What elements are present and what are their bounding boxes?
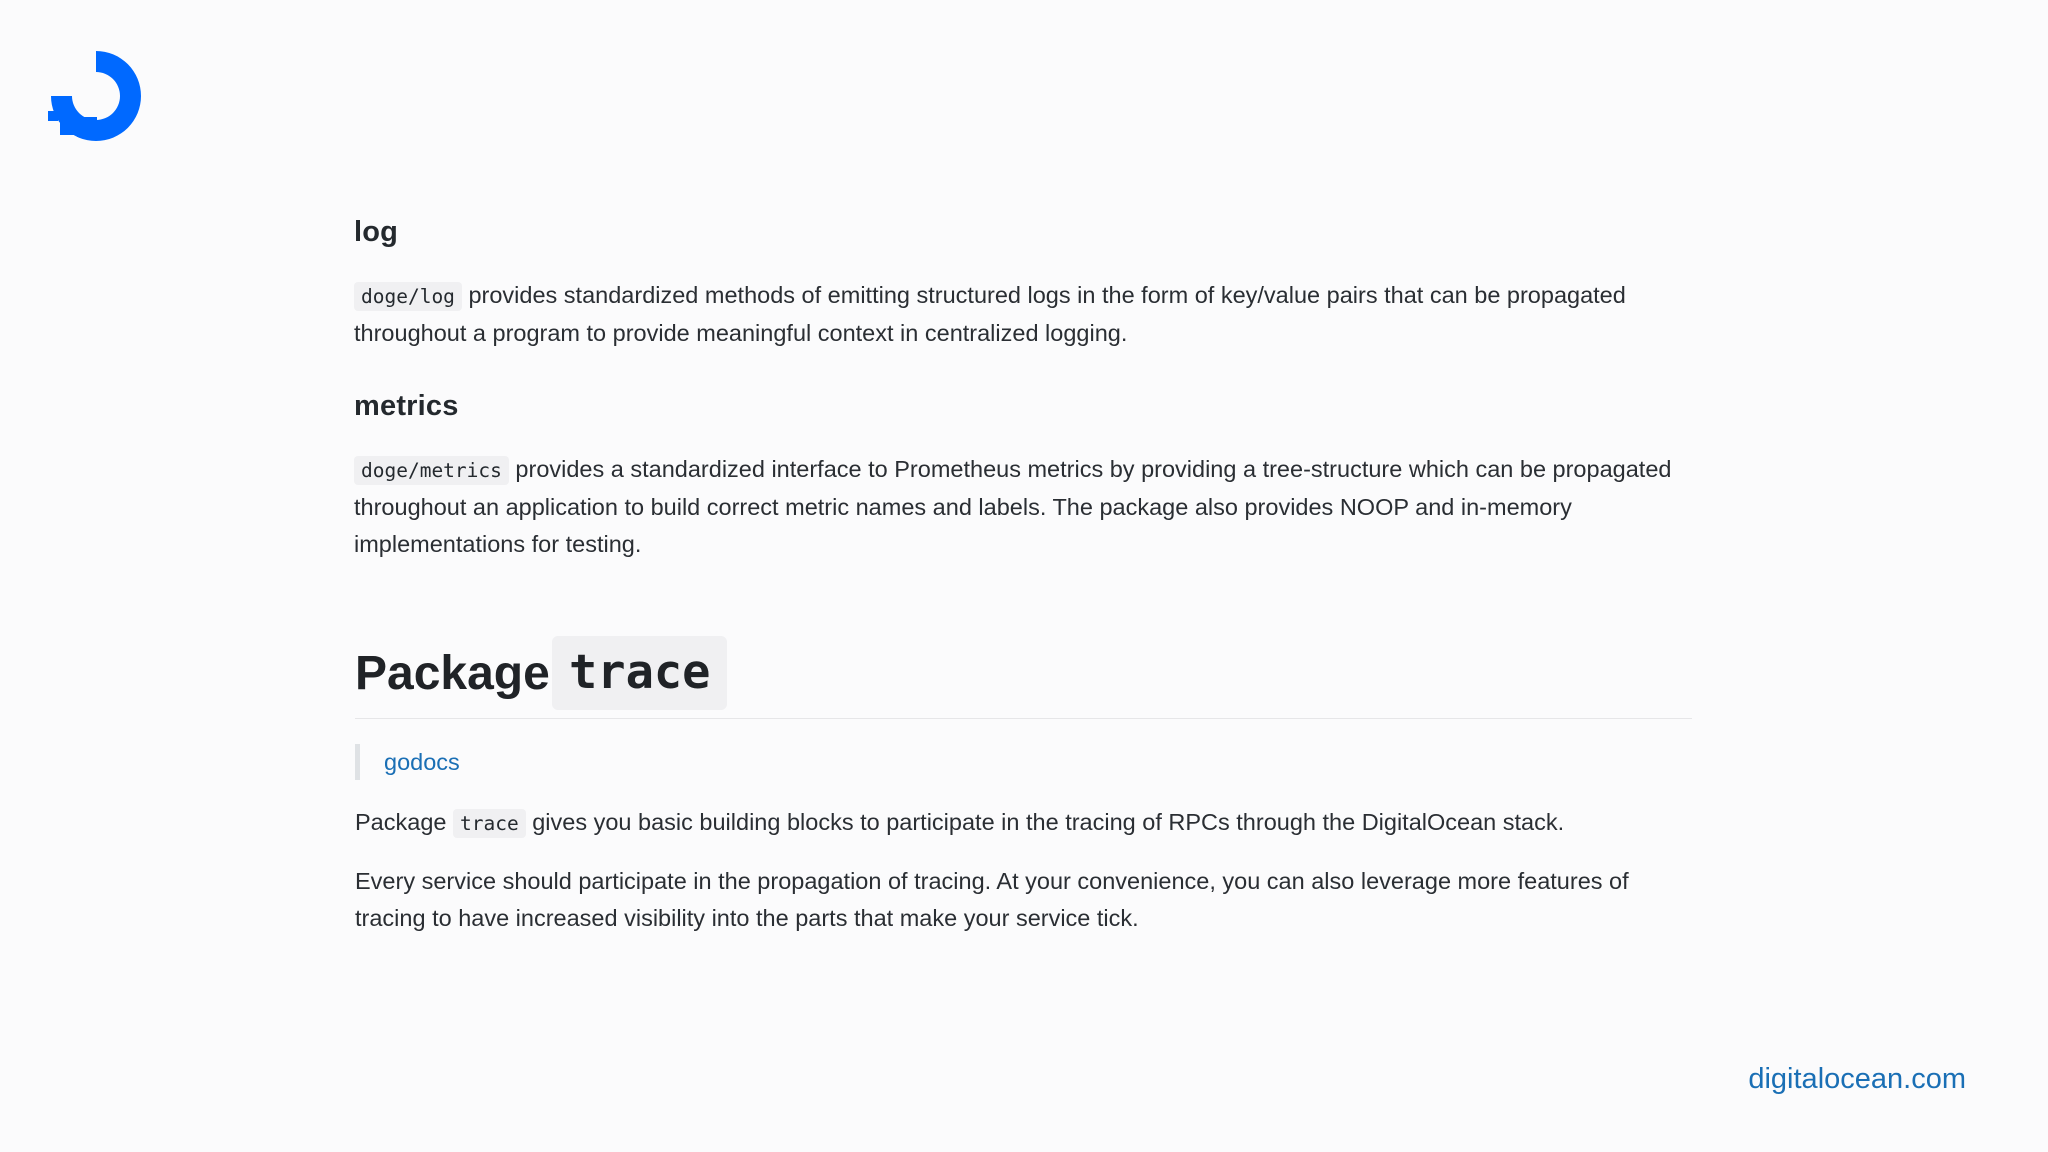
inline-code-doge-log: doge/log	[354, 282, 462, 311]
godocs-link[interactable]: godocs	[384, 749, 460, 775]
digitalocean-site-link[interactable]: digitalocean.com	[1748, 1063, 1966, 1095]
godocs-blockquote	[355, 744, 460, 780]
package-trace-heading	[355, 636, 1692, 719]
trace-service-paragraph: Every service should participate in the propagation of tracing. At your convenience, you can also leverage more features of tracing to have increased visibility into the parts that make your service tick.	[355, 868, 1629, 931]
section-heading-metrics: metrics	[354, 390, 459, 422]
digitalocean-logo-icon[interactable]	[46, 46, 146, 146]
inline-code-doge-metrics: doge/metrics	[354, 456, 509, 485]
trace-intro-paragraph	[355, 804, 1695, 842]
log-description	[354, 277, 1694, 352]
metrics-description-text: provides a standardized interface to Prometheus metrics by providing a tree-structure which can be propagated throughout an application to build correct metric names and labels. The package also provides NOOP and in-memory implementations for testing.	[354, 456, 1672, 557]
inline-code-trace: trace	[453, 809, 526, 838]
section-heading-log: log	[354, 216, 399, 248]
trace-intro-before: Package	[355, 809, 453, 835]
package-heading-code: trace	[552, 636, 727, 710]
package-heading-word: Package	[355, 647, 550, 700]
metrics-description	[354, 451, 1694, 563]
trace-intro-after: gives you basic building blocks to participate in the tracing of RPCs through the DigitalOcean stack.	[525, 809, 1565, 835]
log-description-text: provides standardized methods of emitting structured logs in the form of key/value pairs that can be propagated throughout a program to provide meaningful context in centralized logging.	[354, 282, 1626, 346]
